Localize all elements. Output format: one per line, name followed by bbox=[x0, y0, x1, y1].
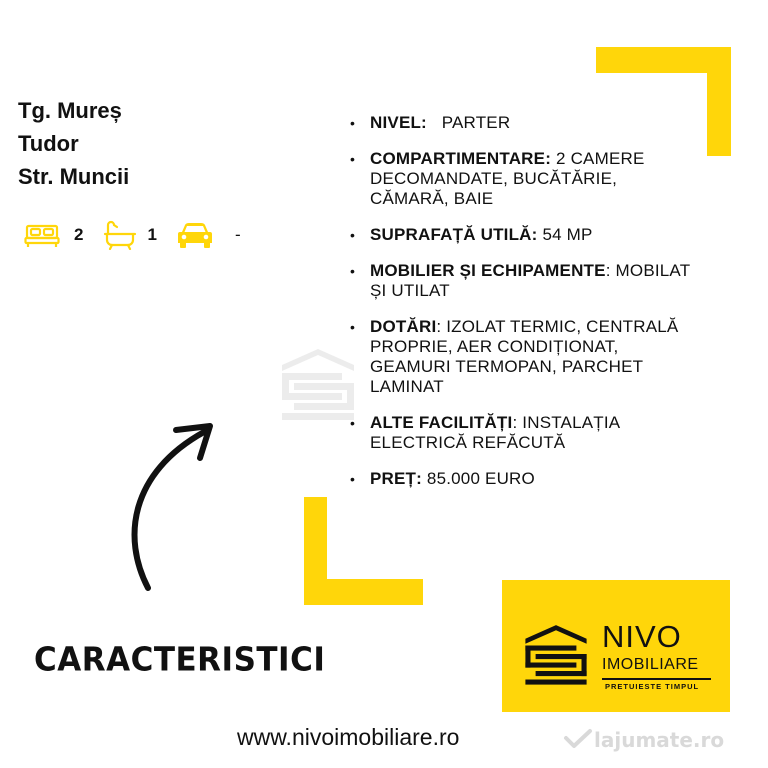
parking-value: - bbox=[234, 225, 241, 244]
location-district: Tudor bbox=[18, 131, 79, 156]
feature-furniture: • MOBILIER ȘI ECHIPAMENTE: MOBILAT ȘI UTILAT bbox=[350, 261, 690, 300]
lajumate-watermark: lajumate.ro bbox=[594, 728, 725, 752]
bathtub-icon bbox=[103, 220, 137, 250]
corner-frame-top-right-vertical bbox=[707, 47, 731, 156]
location-block bbox=[18, 94, 129, 193]
brand-name: NIVO bbox=[602, 619, 682, 654]
feature-level: • NIVEL: PARTER bbox=[350, 113, 511, 132]
page-title: CARACTERISTICI bbox=[34, 641, 326, 679]
corner-frame-bottom-left bbox=[304, 579, 423, 605]
feature-equipment: • DOTĂRI: IZOLAT TERMIC, CENTRALĂ PROPRIE, AER CONDIȚIONAT, GEAMURI TERMOPAN, PARCHET LAMINAT bbox=[350, 317, 679, 396]
bathrooms-count: 1 bbox=[147, 225, 157, 244]
feature-layout: • COMPARTIMENTARE: 2 CAMERE DECOMANDATE, BUCĂTĂRIE, CĂMARĂ, BAIE bbox=[350, 149, 645, 208]
bed-icon bbox=[24, 222, 62, 248]
features-list bbox=[348, 113, 698, 505]
website-link[interactable]: www.nivoimobiliare.ro bbox=[237, 724, 460, 750]
feature-area: • SUPRAFAȚĂ UTILĂ: 54 MP bbox=[350, 225, 593, 244]
rooms-count: 2 bbox=[74, 225, 84, 244]
brand-divider bbox=[602, 678, 711, 680]
arrow-icon bbox=[120, 418, 220, 597]
feature-price: • PREȚ: 85.000 EURO bbox=[350, 469, 535, 488]
location-street: Str. Muncii bbox=[18, 164, 130, 189]
brand-logo-icon bbox=[522, 620, 590, 692]
car-icon bbox=[177, 221, 213, 249]
logo-watermark bbox=[278, 343, 358, 427]
feature-other: • ALTE FACILITĂȚI: INSTALAȚIA ELECTRICĂ REFĂCUTĂ bbox=[350, 413, 620, 452]
brand-subtitle: IMOBILIARE bbox=[602, 656, 699, 673]
location-city: Tg. Mureș bbox=[18, 98, 122, 123]
brand-tagline: PRETUIESTE TIMPUL bbox=[605, 682, 700, 691]
lajumate-logo-icon bbox=[563, 728, 593, 754]
amenities-row bbox=[24, 220, 241, 250]
